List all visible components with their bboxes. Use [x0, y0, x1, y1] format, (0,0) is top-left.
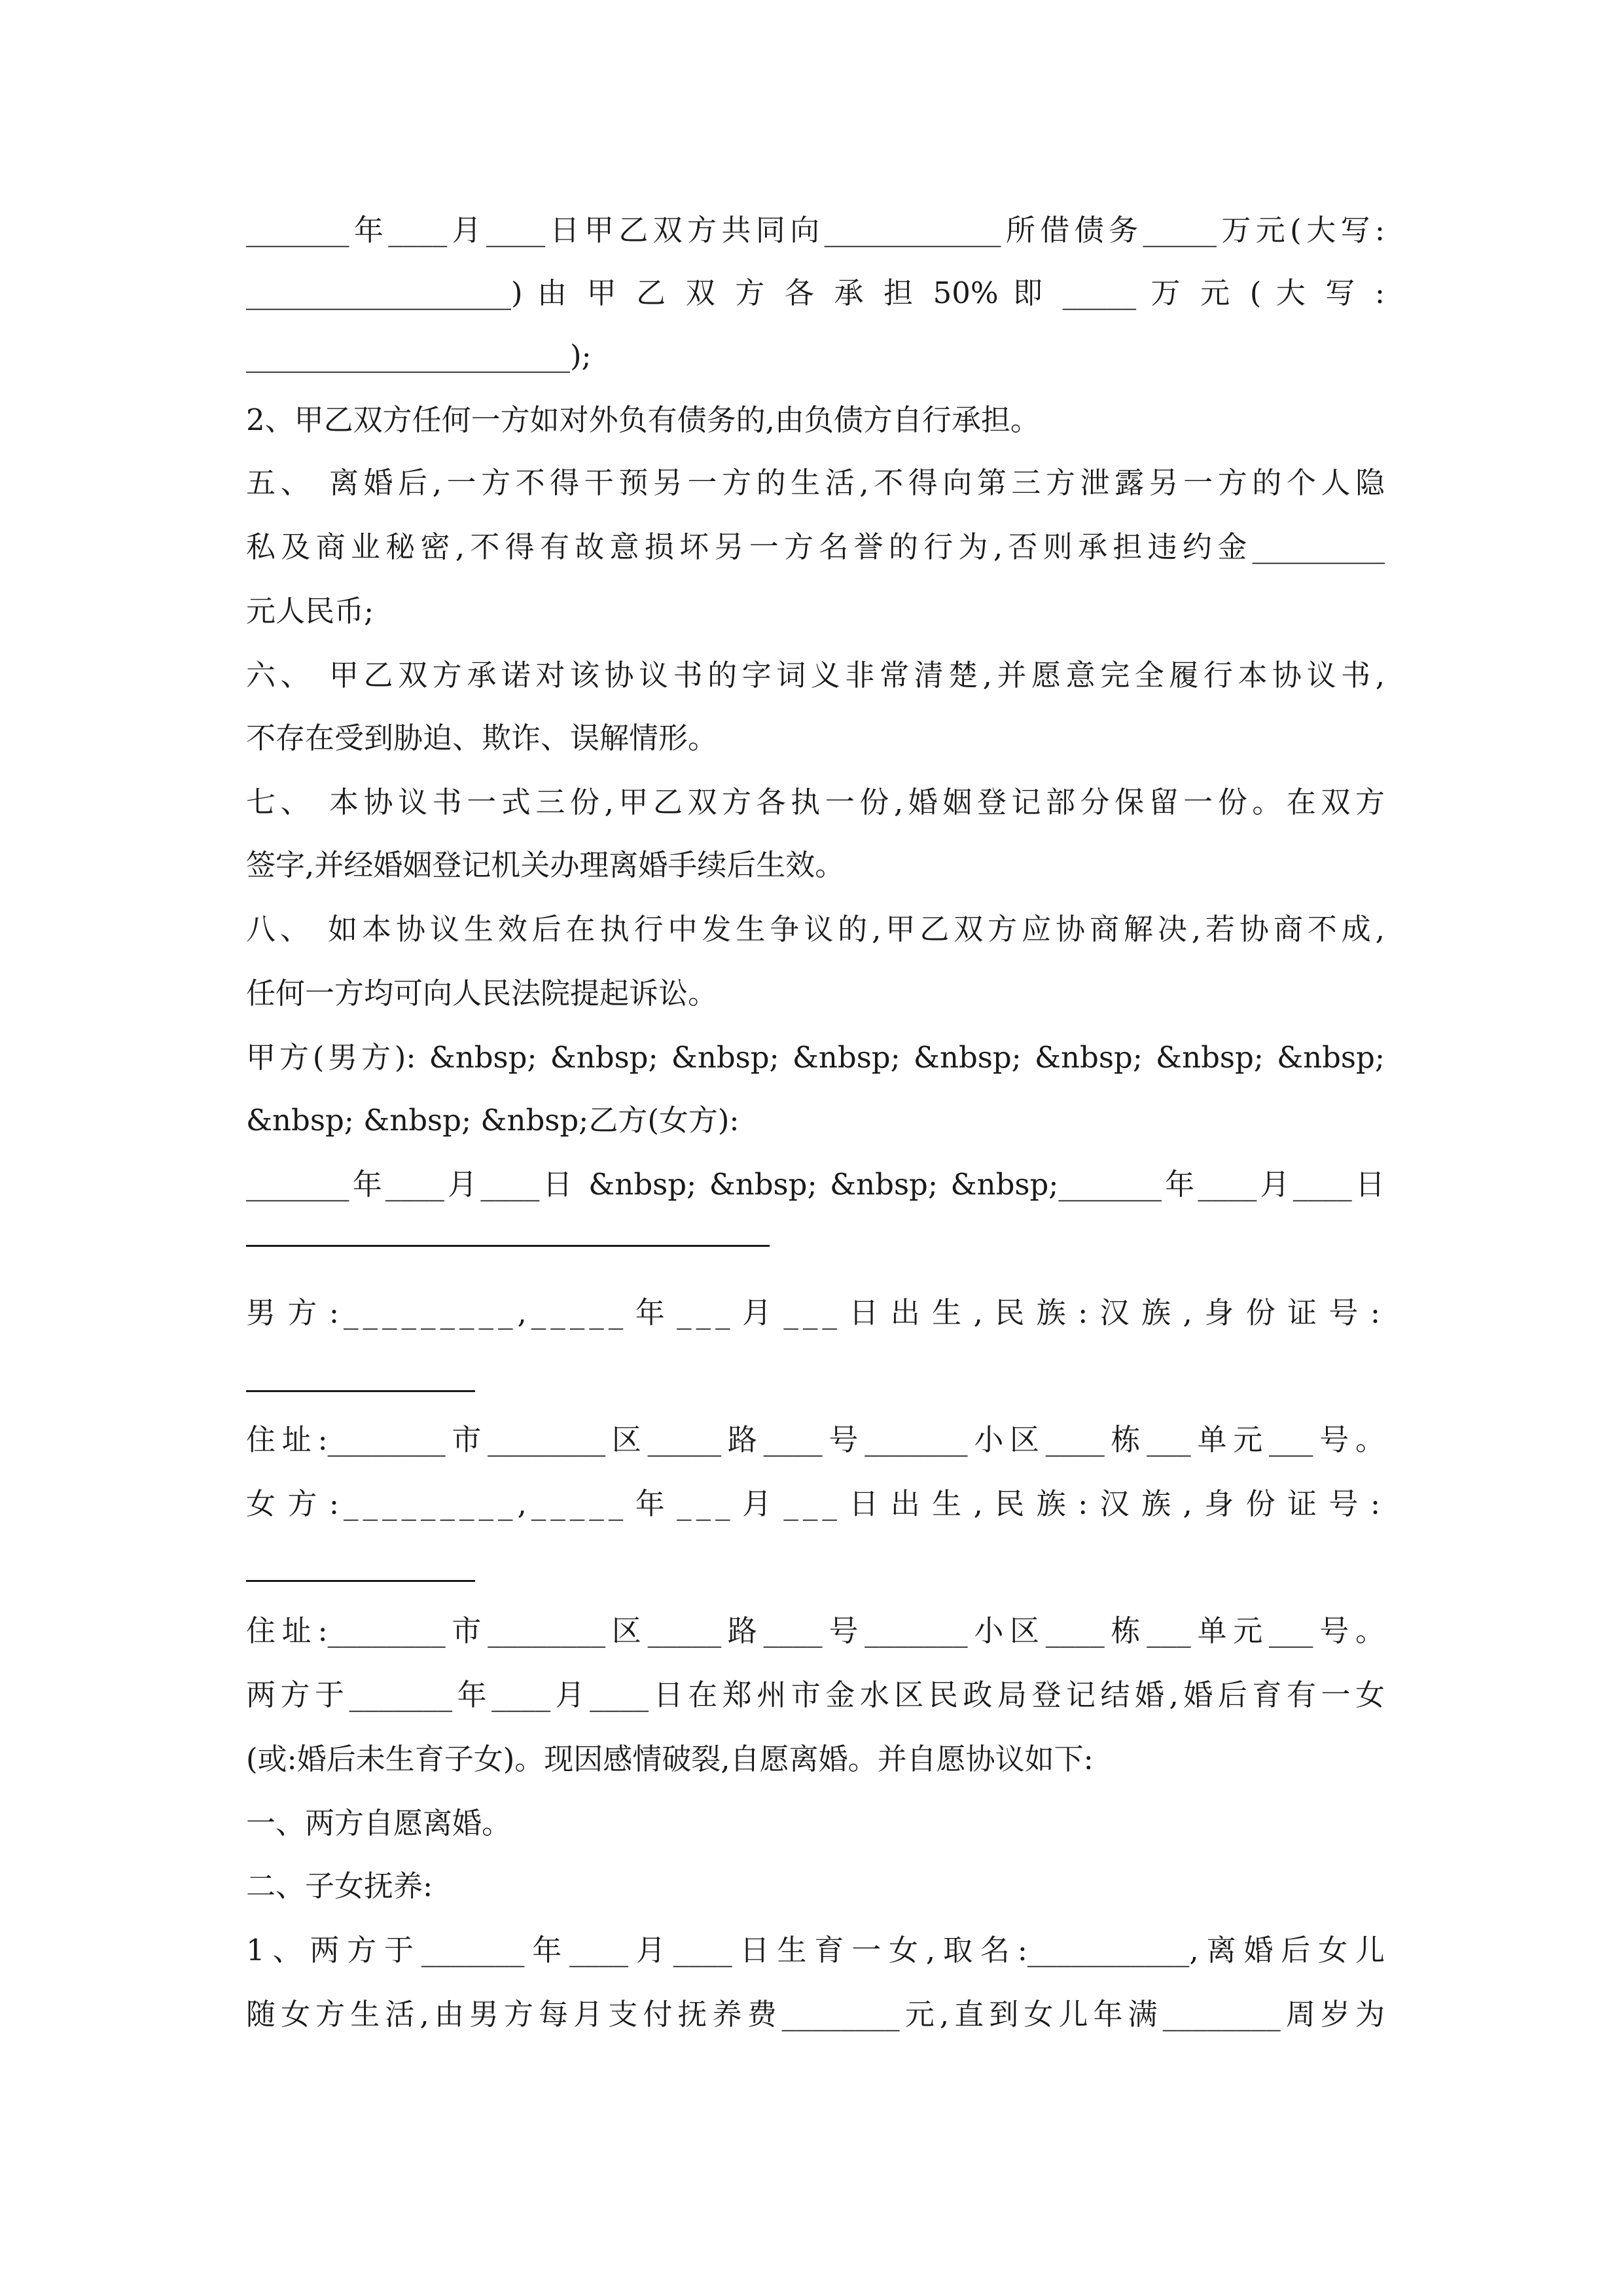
text-line: 私及商业秘密,不得有故意损坏另一方名誉的行为,否则承担违约金_________	[246, 529, 1385, 564]
text-line: 1、两方于_______年____月____日生育一女,取名:___________,离婚后女儿	[246, 1933, 1385, 1967]
text-line: 任何一方均可向人民法院提起诉讼。	[246, 976, 718, 1011]
text-line: 随女方生活,由男方每月支付抚养费________元,直到女儿年满________周岁为	[246, 1997, 1385, 2032]
text-line: 七、 本协议书一式三份,甲乙双方各执一份,婚姻登记部分保留一份。在双方	[246, 785, 1385, 819]
text-line: 女方:_________,_____年___月___日出生,民族:汉族,身份证号:	[246, 1486, 1385, 1521]
text-line: 住址:________市________区_____路____号_______小区____栋___单元___号。	[246, 1422, 1385, 1457]
text-line: ______________________);	[246, 338, 592, 373]
text-line: &nbsp; &nbsp; &nbsp;乙方(女方):	[246, 1103, 740, 1138]
text-line: 两方于_______年____月____日在郑州市金水区民政局登记结婚,婚后育有一女	[246, 1677, 1385, 1712]
text-line: 2、甲乙双方任何一方如对外负有债务的,由负债方自行承担。	[246, 403, 1040, 437]
text-line: 八、 如本协议生效后在执行中发生争议的,甲乙双方应协商解决,若协商不成,	[246, 912, 1385, 946]
text-line: 不存在受到胁迫、欺诈、误解情形。	[246, 721, 718, 755]
text-line: 男方:_________,_____年___月___日出生,民族:汉族,身份证号:	[246, 1295, 1385, 1330]
signature-divider	[246, 1245, 770, 1247]
id-number-blank	[246, 1390, 475, 1392]
text-line: 签字,并经婚姻登记机关办理离婚手续后生效。	[246, 848, 845, 882]
text-line: 一、两方自愿离婚。	[246, 1806, 512, 1840]
text-line: (或:婚后未生育子女)。现因感情破裂,自愿离婚。并自愿协议如下:	[246, 1742, 1094, 1776]
id-number-blank	[246, 1580, 475, 1582]
text-line: 六、 甲乙双方承诺对该协议书的字词义非常清楚,并愿意完全履行本协议书,	[246, 658, 1385, 692]
text-line: 甲方(男方): &nbsp; &nbsp; &nbsp; &nbsp; &nbsp; &nbsp; &nbsp; &nbsp;	[246, 1040, 1385, 1075]
text-line: _______年____月____日 &nbsp; &nbsp; &nbsp; &nbsp;_______年____月____日	[246, 1167, 1385, 1202]
text-line: 住址:________市________区_____路____号_______小区____栋___单元___号。	[246, 1613, 1385, 1648]
text-line: __________________) 由 甲 乙 双 方 各 承 担 50% 即 _____ 万 元 ( 大 写 :	[246, 276, 1385, 310]
text-line: 五、 离婚后,一方不得干预另一方的生活,不得向第三方泄露另一方的个人隐	[246, 465, 1385, 500]
text-line: _______年____月____日甲乙双方共同向____________所借债务_____万元(大写:	[246, 213, 1385, 247]
text-line: 元人民币;	[246, 594, 374, 628]
text-line: 二、子女抚养:	[246, 1869, 433, 1903]
